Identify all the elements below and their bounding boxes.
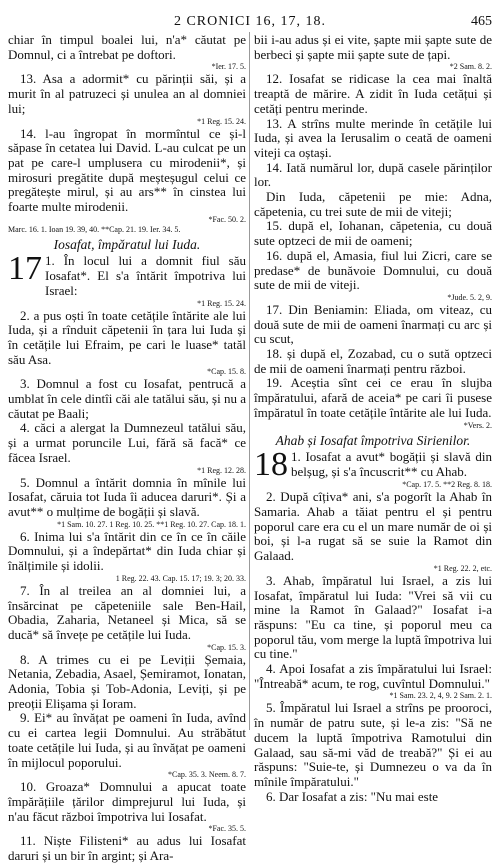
cross-reference: *Cap. 35. 3. Neem. 8. 7.	[168, 770, 246, 780]
verse: 6. Dar Iosafat a zis: "Nu mai este	[266, 788, 439, 804]
verse: 2. a pus oști în toate cetățile întărite ale lui Iuda, și a rînduit căpetenii în țara lui Iuda și în cetățile lui Efraim, pe cari le luase* tatăl său Asa.	[8, 307, 246, 367]
page-number: 465	[471, 14, 492, 29]
cross-reference: *Fac. 50. 2.	[208, 214, 246, 224]
verse: 1. În locul lui a domnit fiul său Iosafat*. El s'a întărit împotriva lui Israel:	[45, 253, 246, 298]
chapter-number: 17	[8, 250, 42, 288]
cross-reference: 1 Reg. 22. 43. Cap. 15. 17; 19. 3; 20. 33.	[115, 573, 246, 583]
cross-reference: *Cap. 17. 5. **2 Reg. 8. 18.	[402, 480, 492, 490]
cross-reference: Marc. 16. 1. Ioan 19. 39, 40. **Cap. 21. 19. Ier. 34. 5.	[8, 224, 181, 234]
verse: 18. și după el, Zozabad, cu o sută optzeci de mii de oameni înarmați pentru război.	[254, 346, 492, 376]
verse: 2. După cîțiva* ani, s'a pogorît la Ahab în Samaria. Ahab a tăiat pentru el și pentru poporul care era cu el un mare număr de oi și boi, și l-a rugat să se suie la Ramot din Galaad.	[254, 489, 492, 564]
cross-reference: *Ier. 17. 5.	[211, 62, 246, 72]
verse: 3. Ahab, împăratul lui Israel, a zis lui Iosafat, împăratul lui Iuda: "Vrei să vii cu mine la Ramot în Galaad?" Iosafat i-a răspuns: "Eu ca tine, și poporul meu ca poporul tău, vom merge la luptă împotriva lui cu tine."	[254, 572, 492, 662]
verse: 10. Groaza* Domnului a apucat toate împărățiile țărilor dimprejurul lui Iuda, și n'au făcut război împotriva lui Iosafat.	[8, 779, 246, 824]
cross-reference: *1 Sam. 23. 2, 4, 9. 2 Sam. 2. 1.	[389, 691, 492, 701]
cross-reference: *Vers. 2.	[463, 420, 492, 430]
verse: 14. l-au îngropat în mormîntul ce și-l săpase în cetatea lui David. L-au culcat pe un pat pe care-l umplusera cu mirodenii*, și mirosuri pregătite după meșteșugul celui ce pregătește mirul, și au ars** în cinstea lui foarte multe mirodenii.	[8, 125, 246, 215]
cross-reference: *2 Sam. 8. 2.	[449, 62, 492, 72]
verse: 13. A strîns multe merinde în cetățile lui Iuda, și avea la Ierusalim o ceată de oameni viteji ca oștași.	[254, 115, 492, 160]
verse: 13. Asa a adormit* cu părinții săi, și a murit în al patruzeci și unulea an al domniei lui;	[8, 71, 246, 116]
verse: 19. Aceștia sînt cei ce erau în slujba împăratului, afară de aceia* pe cari îi pusese împăratul în toate cetățile întărite ale lui Iuda.	[254, 375, 492, 420]
paragraph: bii i-au adus și ei vite, șapte mii șapte sute de berbeci și șapte mii șapte sute de țapi.	[254, 32, 492, 62]
verse: 1. Iosafat a avut* bogății și slavă din belșug, și s'a încuscrit** cu Ahab.	[291, 449, 492, 479]
verse: 8. A trimes cu ei pe Leviții Șemaia, Netania, Zebadia, Asael, Șemiramot, Ionatan, Adonia, Tobia și Tob-Adonia, Leviți, și pe preoții Elișama și Ioram.	[8, 651, 246, 711]
verse: 17. Din Beniamin: Eliada, om viteaz, cu două sute de mii de oameni înarmați cu arc și cu scut,	[254, 301, 492, 347]
chapter-start	[254, 446, 492, 484]
verse: 11. Niște Filisteni* au adus lui Iosafat daruri și un bir în argint; și Ara-	[8, 833, 246, 864]
verse: 6. Inima lui s'a întărit din ce în ce în căile Domnului, și a îndepărtat* din Iuda chiar și înălțimile și idolii.	[8, 528, 246, 574]
verse: 7. În al treilea an al domniei lui, a însărcinat pe căpeteniile sale Ben-Hail, Obadia, Zaharia, Netaneel și Mica, să se ducă* să învețe pe cetățile lui Iuda.	[8, 582, 246, 642]
verse: 14. Iată numărul lor, după casele părinților lor.	[254, 159, 492, 190]
verse: 4. Apoi Iosafat a zis împăratului lui Israel: "Întreabă* acum, te rog, cuvîntul Domnului."	[254, 661, 492, 691]
cross-reference: *Cap. 15. 8.	[207, 367, 246, 377]
verse: 16. după el, Amasia, fiul lui Zicri, care se predase* de bunăvoie Domnului, cu două sute de mii de viteji.	[254, 247, 492, 293]
chapter-number: 18	[254, 446, 288, 484]
verse: 15. după el, Iohanan, căpetenia, cu două sute optzeci de mii de oameni;	[254, 218, 492, 249]
verse: 9. Ei* au învățat pe oameni în Iuda, avînd cu ei cartea legii Domnului. Au străbătut toate cetățile lui Iuda, și au învățat pe oameni în mijlocul poporului.	[8, 710, 246, 770]
page-header	[8, 14, 492, 30]
cross-reference: *Jude. 5. 2, 9.	[447, 292, 492, 302]
section-heading: Ahab și Iosafat împotriva Sirienilor.	[275, 432, 471, 448]
column-divider	[249, 32, 250, 730]
verse: Din Iuda, căpetenii pe mie: Adna, căpetenia, cu trei sute de mii de viteji;	[254, 189, 492, 219]
left-column	[8, 33, 246, 864]
verse: 12. Iosafat se ridicase la cea mai înaltă treaptă de mărire. A zidit în Iuda cetățui și cetăți pentru merinde.	[254, 71, 492, 116]
cross-reference: *1 Sam. 10. 27. 1 Reg. 10. 25. **1 Reg. 10. 27. Cap. 18. 1.	[57, 519, 246, 529]
cross-reference: *Cap. 15. 3.	[207, 642, 246, 652]
running-title: 2 CRONICI 16, 17, 18.	[173, 14, 327, 29]
chapter-start	[8, 250, 246, 298]
verse: 5. Domnul a întărit domnia în mînile lui Iosafat, căruia tot Iuda îi aducea daruri*. Și a avut** o mulțime de bogății și slavă.	[8, 474, 246, 519]
cross-reference: *Fac. 35. 5.	[208, 824, 246, 834]
verse: 3. Domnul a fost cu Iosafat, pentrucă a umblat în cele dintîi căi ale tatălui său, și nu a căutat pe Baali;	[8, 376, 246, 421]
cross-reference: *1 Reg. 15. 24.	[197, 116, 246, 126]
cross-reference: *1 Reg. 15. 24.	[197, 298, 246, 308]
cross-reference: *1 Reg. 12. 28.	[197, 465, 246, 475]
verse: 5. Împăratul lui Israel a strîns pe prooroci, în număr de patru sute, și le-a zis: "Să ne ducem la luptă împotriva Ramotului din Galaad, sau să-mi văd de treabă?" Și ei au răspuns: "Suie-te, și Dumnezeu o va da în mînile împăratului."	[254, 700, 492, 789]
verse: 4. căci a alergat la Dumnezeul tatălui său, și a urmat poruncile Lui, fără să facă* ce făcea Israel.	[8, 420, 246, 465]
cross-reference: *1 Reg. 22. 2, etc.	[433, 563, 492, 573]
right-column	[254, 33, 492, 804]
section-heading: Iosafat, împăratul lui Iuda.	[53, 236, 201, 252]
paragraph: chiar în timpul boalei lui, n'a* căutat pe Domnul, ci a întrebat pe doftori.	[8, 32, 246, 62]
